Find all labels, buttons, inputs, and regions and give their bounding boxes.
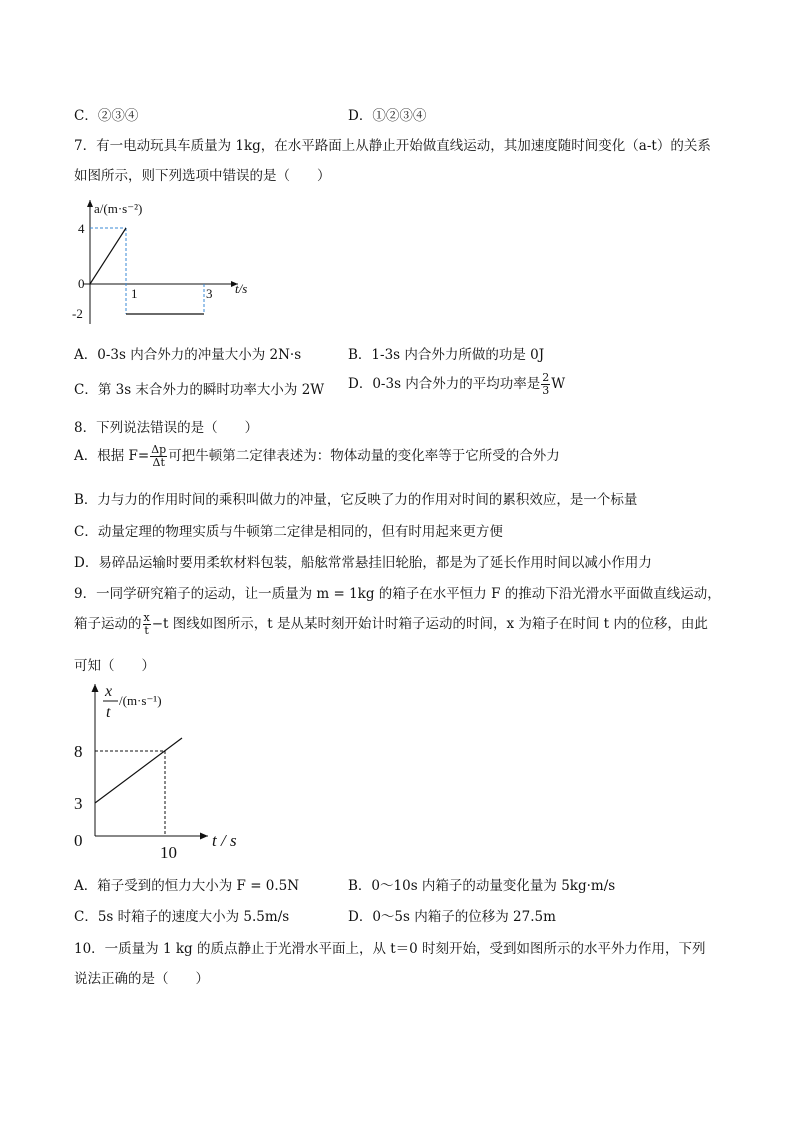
q9-stem-post: −t 图线如图所示，t 是从某时刻开始计时箱子运动的时间，x 为箱子在时间 t 内的位移，由此 xyxy=(151,616,708,632)
q10-stem-line-2: 说法正确的是（ ） xyxy=(74,971,209,987)
q8-option-a-denominator: Δt xyxy=(152,456,165,469)
q9-y-tick-0: 0 xyxy=(74,831,83,850)
q7-option-d-numerator: 2 xyxy=(542,371,550,384)
q9-option-b: B．0～10s 内箱子的动量变化量为 5kg·m/s xyxy=(348,878,616,894)
q7-option-d-text: D．0-3s 内合外力的平均功率是 xyxy=(348,376,541,392)
q9-option-c: C．5s 时箱子的速度大小为 5.5m/s xyxy=(74,909,290,925)
q9-y-label-numerator: x xyxy=(105,683,113,700)
q7-y-tick-neg2: -2 xyxy=(72,306,83,321)
q9-stem-numerator: x xyxy=(143,611,150,624)
q7-x-axis-label: t/s xyxy=(235,281,248,296)
q9-y-tick-3: 3 xyxy=(74,794,83,813)
q8-option-b: B．力与力的作用时间的乘积叫做力的冲量，它反映了力的作用对时间的累积效应，是一个标量 xyxy=(74,492,638,508)
q9-y-label-unit: /(m·s⁻¹) xyxy=(119,693,162,708)
q8-option-c: C．动量定理的物理实质与牛顿第二定律是相同的，但有时用起来更方便 xyxy=(74,524,503,540)
q9-stem-pre: 箱子运动的 xyxy=(74,616,142,632)
q8-option-a-numerator: Δp xyxy=(151,443,167,456)
q9-x-axis-label: t / s xyxy=(212,831,237,850)
q7-option-c: C．第 3s 末合外力的瞬时功率大小为 2W xyxy=(74,382,325,398)
q7-stem-line-1: 7．有一电动玩具车质量为 1kg，在水平路面上从静止开始做直线运动，其加速度随时间变化（a-t）的关系 xyxy=(74,138,711,154)
q6-option-d: D．①②③④ xyxy=(348,108,427,124)
q8-option-a-post: 可把牛顿第二定律表述为：物体动量的变化率等于它所受的合外力 xyxy=(168,448,560,464)
q8-option-a-fraction xyxy=(150,444,167,469)
q10-stem-line-1: 10．一质量为 1 kg 的质点静止于光滑水平面上，从 t＝0 时刻开始，受到如图所示的水平外力作用，下列 xyxy=(74,941,706,957)
q7-option-d xyxy=(348,372,565,397)
q9-stem-denominator: t xyxy=(144,624,149,637)
q8-option-a xyxy=(74,444,560,469)
q8-stem: 8．下列说法错误的是（ ） xyxy=(74,420,259,436)
q7-option-b: B．1-3s 内合外力所做的功是 0J xyxy=(348,347,545,363)
q9-stem-line-1: 9．一同学研究箱子的运动，让一质量为 m = 1kg 的箱子在水平恒力 F 的推动下沿光滑水平面做直线运动， xyxy=(74,586,721,602)
q9-stem-line-2 xyxy=(74,612,708,637)
q9-series-line xyxy=(95,738,182,803)
q7-at-chart xyxy=(70,196,270,332)
q9-stem-line-3: 可知（ ） xyxy=(74,658,155,674)
q7-x-tick-1: 1 xyxy=(131,286,138,301)
q7-option-d-denominator: 3 xyxy=(542,384,550,397)
q9-y-label-denominator: t xyxy=(106,704,111,721)
q7-stem-line-2: 如图所示，则下列选项中错误的是（ ） xyxy=(74,168,331,184)
q7-y-axis-label: a/(m·s⁻²) xyxy=(94,201,143,216)
q7-option-a: A．0-3s 内合外力的冲量大小为 2N·s xyxy=(74,347,302,363)
q9-option-d: D．0～5s 内箱子的位移为 27.5m xyxy=(348,909,556,925)
q7-option-d-unit: W xyxy=(551,376,566,392)
q7-x-tick-3: 3 xyxy=(206,286,213,301)
q7-y-tick-4: 4 xyxy=(78,221,85,236)
q9-stem-fraction xyxy=(143,612,151,637)
q8-option-d: D．易碎品运输时要用柔软材料包装，船舷常常悬挂旧轮胎，都是为了延长作用时间以减小作用力 xyxy=(74,555,652,571)
q9-xt-chart xyxy=(66,676,266,866)
q8-option-a-pre: A．根据 F= xyxy=(74,448,150,464)
q9-y-tick-8: 8 xyxy=(74,742,83,761)
q6-option-c: C．②③④ xyxy=(74,108,139,124)
q9-x-tick-10: 10 xyxy=(160,843,177,862)
q7-option-d-fraction xyxy=(541,372,550,397)
q7-series-ramp xyxy=(90,228,126,284)
q7-y-tick-0: 0 xyxy=(78,276,85,291)
q9-option-a: A．箱子受到的恒力大小为 F = 0.5N xyxy=(74,878,300,894)
